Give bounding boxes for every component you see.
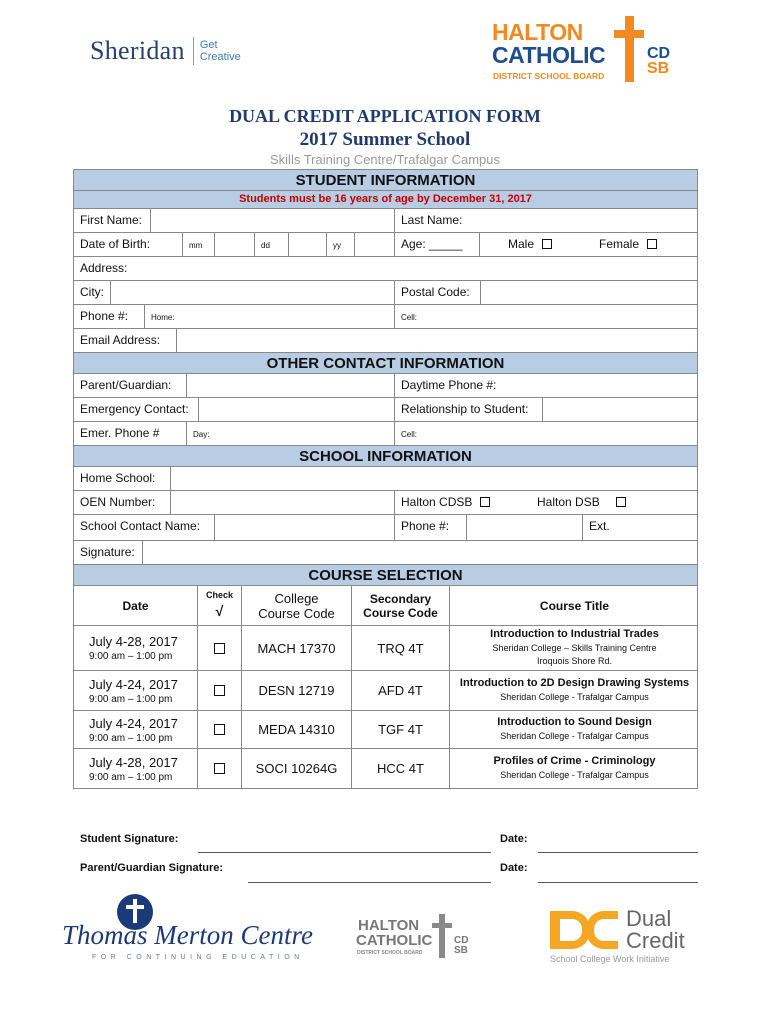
daytime-phone-field[interactable]: Daytime Phone #:: [394, 374, 699, 397]
row-email: Email Address:: [74, 329, 697, 353]
cell-phone-field[interactable]: Cell:: [394, 305, 699, 328]
row-parent: Parent/Guardian: Daytime Phone #:: [74, 374, 697, 398]
parent-signature-line[interactable]: [248, 882, 491, 883]
relationship-field[interactable]: [542, 398, 699, 421]
row-oen: OEN Number: Halton CDSB Halton DSB: [74, 491, 697, 515]
cross-icon: [439, 914, 445, 958]
first-name-field[interactable]: [150, 209, 394, 232]
section-school-information: SCHOOL INFORMATION: [74, 446, 697, 467]
halton-cdsb-checkbox[interactable]: [480, 497, 490, 507]
female-checkbox[interactable]: [647, 239, 657, 249]
course-row: July 4-24, 2017 9:00 am – 1:00 pm DESN 12719 AFD 4T Introduction to 2D Design Drawing Systems Sheridan College - Trafalgar Campus: [74, 671, 697, 711]
halton-dsb-checkbox[interactable]: [616, 497, 626, 507]
school-phone-field[interactable]: [466, 515, 582, 540]
sheridan-wordmark: Sheridan: [90, 36, 185, 65]
form-subtitle: 2017 Summer School: [299, 129, 471, 150]
row-names: First Name: Last Name:: [74, 209, 697, 233]
logo-divider: [193, 37, 194, 65]
course-row: July 4-28, 2017 9:00 am – 1:00 pm SOCI 10264G HCC 4T Profiles of Crime - Criminology Sheridan College - Trafalgar Campus: [74, 749, 697, 788]
sheridan-tagline: Get Creative: [199, 39, 241, 63]
age-warning: Students must be 16 years of age by December 31, 2017: [74, 191, 697, 209]
school-signature-field[interactable]: [142, 541, 699, 564]
school-ext-field[interactable]: Ext.: [582, 515, 699, 540]
age-field[interactable]: Age: _____: [394, 233, 479, 256]
row-home-school: Home School:: [74, 467, 697, 491]
dc-mark-icon: [550, 911, 590, 949]
hcdsb-logo: HALTON CATHOLIC DISTRICT SCHOOL BOARD CD SB: [490, 16, 690, 86]
row-emergency: Emergency Contact: Relationship to Student:: [74, 398, 697, 422]
thomas-merton-centre-logo: Thomas Merton Centre FOR CONTINUING EDUCATION: [62, 894, 302, 969]
dob-day-field[interactable]: [288, 233, 326, 256]
section-course-selection: COURSE SELECTION: [74, 565, 697, 586]
oen-field[interactable]: [170, 491, 394, 514]
student-date-line[interactable]: [538, 852, 698, 853]
row-city: City: Postal Code:: [74, 281, 697, 305]
last-name-label: Last Name:: [401, 213, 463, 227]
course-table-header: Date Check √ College Course Code Secondary Course Code Course Title: [74, 586, 697, 626]
course-checkbox[interactable]: [214, 724, 225, 735]
parent-guardian-field[interactable]: [186, 374, 394, 397]
row-contact: School Contact Name: Phone #: Ext.: [74, 515, 697, 541]
emer-day-phone-field[interactable]: Day:: [186, 422, 394, 445]
male-checkbox[interactable]: [542, 239, 552, 249]
section-other-contact: OTHER CONTACT INFORMATION: [74, 353, 697, 374]
form-title: DUAL CREDIT APPLICATION FORM: [229, 106, 541, 126]
dob-month-field[interactable]: [214, 233, 254, 256]
school-contact-field[interactable]: [214, 515, 394, 540]
emer-cell-phone-field[interactable]: Cell:: [394, 422, 699, 445]
section-student-information: STUDENT INFORMATION: [74, 170, 697, 191]
course-row: July 4-24, 2017 9:00 am – 1:00 pm MEDA 14310 TGF 4T Introduction to Sound Design Sheridan College - Trafalgar Campus: [74, 711, 697, 749]
city-field[interactable]: [110, 281, 394, 304]
date-label: Date:: [500, 833, 528, 845]
row-emer-phone: Emer. Phone # Day: Cell:: [74, 422, 697, 446]
application-form: [73, 169, 698, 789]
parent-signature-label: Parent/Guardian Signature:: [80, 862, 224, 874]
home-school-field[interactable]: [170, 467, 699, 490]
hcdsb-footer-logo: HALTON CATHOLIC DISTRICT SCHOOL BOARD CD SB: [356, 914, 476, 960]
email-field[interactable]: [176, 329, 699, 352]
course-row: July 4-28, 2017 9:00 am – 1:00 pm MACH 17370 TRQ 4T Introduction to Industrial Trades Sheridan College – Skills Training Centre Iroquois Shore Rd.: [74, 626, 697, 671]
row-signature: Signature:: [74, 541, 697, 565]
cross-icon: [625, 16, 634, 82]
dob-year-field[interactable]: [354, 233, 394, 256]
emergency-contact-field[interactable]: [198, 398, 394, 421]
home-phone-field[interactable]: Home:: [144, 305, 394, 328]
student-signature-label: Student Signature:: [80, 833, 179, 845]
course-checkbox[interactable]: [214, 643, 225, 654]
row-phone: Phone #: Home: Cell:: [74, 305, 697, 329]
address-field[interactable]: Address:: [80, 261, 128, 275]
course-checkbox[interactable]: [214, 763, 225, 774]
row-dob: Date of Birth: mm dd yy Age: _____ Male Female: [74, 233, 697, 257]
student-signature-line[interactable]: [198, 852, 491, 853]
dual-credit-logo: Dual Credit School College Work Initiative: [550, 906, 685, 964]
row-address: [74, 257, 697, 281]
campus-line: Skills Training Centre/Trafalgar Campus: [270, 152, 500, 167]
postal-code-field[interactable]: [480, 281, 699, 304]
sheridan-logo: [90, 36, 241, 66]
date-label: Date:: [500, 862, 528, 874]
parent-date-line[interactable]: [538, 882, 698, 883]
course-checkbox[interactable]: [214, 685, 225, 696]
